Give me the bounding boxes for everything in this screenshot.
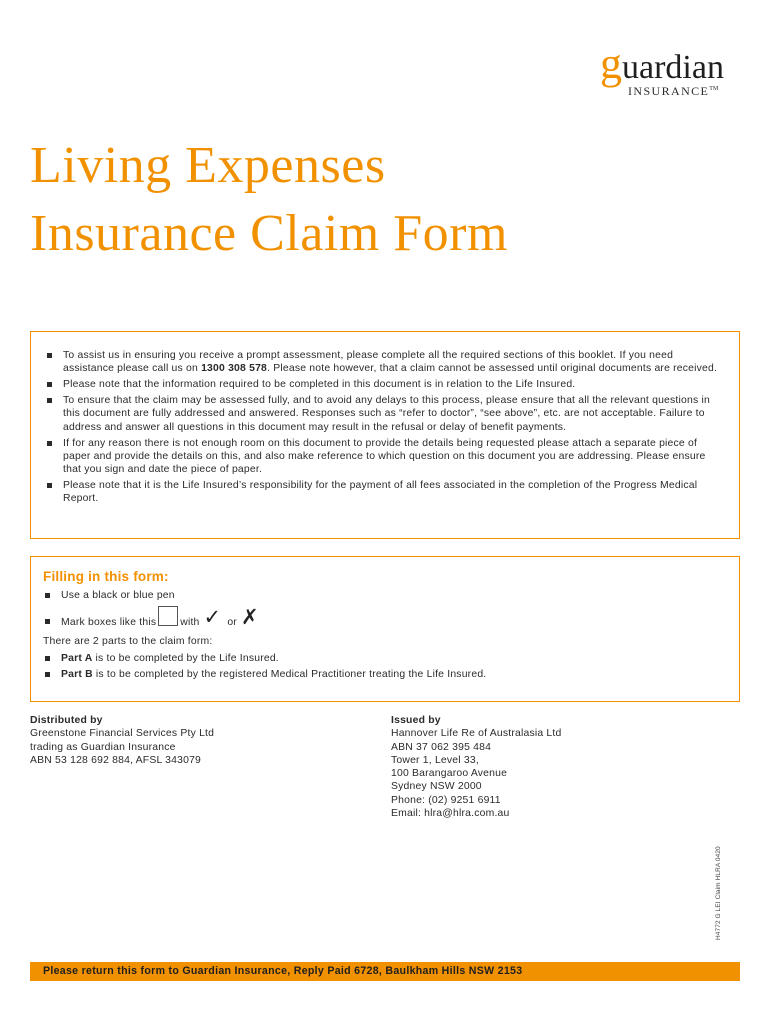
bullet-square-icon bbox=[47, 441, 52, 446]
issued-by-heading: Issued by bbox=[391, 715, 441, 726]
filling-list bbox=[43, 589, 727, 629]
bullet-square-icon bbox=[47, 483, 52, 488]
example-checkbox bbox=[158, 606, 178, 626]
bullet-square-icon bbox=[47, 353, 52, 358]
parts-intro: There are 2 parts to the claim form: bbox=[43, 635, 213, 647]
bullet-square-icon bbox=[47, 398, 52, 403]
instruction-text: To assist us in ensuring you receive a prompt assessment, please complete all the required sections of this booklet. If you need assistance please call us on bbox=[63, 350, 674, 375]
bullet-square-icon bbox=[45, 672, 50, 677]
part-a-label: Part A bbox=[61, 652, 93, 664]
document-code: H4772 G LEI Claim HLRA 0420 bbox=[715, 846, 722, 940]
distributed-line: ABN 53 128 692 884, AFSL 343079 bbox=[30, 754, 202, 766]
instruction-item bbox=[45, 349, 725, 376]
filling-item-pen bbox=[43, 589, 727, 602]
mark-text: Mark boxes like this bbox=[61, 616, 157, 628]
bullet-square-icon bbox=[45, 656, 50, 661]
distributed-line: trading as Guardian Insurance bbox=[30, 741, 176, 753]
logo-word-rest: uardian bbox=[622, 49, 724, 86]
issued-phone: Phone: (02) 9251 6911 bbox=[391, 794, 501, 806]
filling-in-form-box bbox=[30, 556, 740, 702]
instruction-item bbox=[45, 394, 725, 434]
part-b-text: is to be completed by the registered Medical Practitioner treating the Life Insured. bbox=[92, 668, 487, 680]
page-title bbox=[30, 132, 508, 268]
checkmark-icon: ✓ bbox=[203, 605, 222, 629]
issued-by-block bbox=[391, 714, 691, 820]
instruction-text: Please note that it is the Life Insured’s responsibility for the payment of all fees associated in the completion of the Progress Medical Report. bbox=[63, 480, 698, 505]
instructions-box bbox=[30, 331, 740, 539]
mark-with-text: with bbox=[180, 616, 200, 628]
instruction-text: If for any reason there is not enough room on this document to provide the details being requested please attach a separate piece of paper and provide the details on this, and also make reference to which question on this document you are addressing. Please ensure that you sign and date the piece of paper. bbox=[63, 437, 706, 476]
instruction-text: . Please note however, that a claim cannot be assessed until original documents are received. bbox=[267, 363, 718, 375]
logo-subtitle bbox=[628, 84, 718, 99]
issued-line: 100 Barangaroo Avenue bbox=[391, 768, 508, 780]
bullet-square-icon bbox=[45, 619, 50, 624]
part-b-item bbox=[43, 668, 727, 681]
logo-sub-text: INSURANCE bbox=[628, 84, 710, 98]
issued-line: Tower 1, Level 33, bbox=[391, 754, 479, 766]
part-b-label: Part B bbox=[61, 668, 93, 680]
instructions-list bbox=[45, 349, 725, 506]
bullet-square-icon bbox=[47, 382, 52, 387]
distributed-by-heading: Distributed by bbox=[30, 715, 103, 726]
instruction-text: Please note that the information required to be completed in this document is in relation to the Life Insured. bbox=[63, 379, 576, 391]
title-line-1: Living Expenses bbox=[30, 137, 386, 194]
mark-example-row bbox=[61, 605, 727, 629]
instruction-item bbox=[45, 378, 725, 391]
logo-wordmark bbox=[600, 39, 724, 88]
parts-list bbox=[43, 652, 727, 681]
issued-line: ABN 37 062 395 484 bbox=[391, 741, 492, 753]
assistance-phone: 1300 308 578 bbox=[201, 363, 268, 375]
logo-initial: g bbox=[600, 39, 622, 88]
logo-trademark: TM bbox=[709, 86, 719, 92]
pen-instruction: Use a black or blue pen bbox=[61, 590, 175, 601]
bullet-square-icon bbox=[45, 593, 50, 598]
part-a-item bbox=[43, 652, 727, 665]
instruction-text: To ensure that the claim may be assessed fully, and to avoid any delays to this process, please ensure that all the relevant questions in this document are fully addressed and answered. Responses such as “refer to doctor”, “see above”, etc. are not acceptable. Failure to address and answer all questions in this document may result in the refusal or delay of benefit payments. bbox=[63, 395, 710, 433]
filling-heading: Filling in this form: bbox=[43, 569, 169, 584]
distributed-line: Greenstone Financial Services Pty Ltd bbox=[30, 728, 215, 740]
guardian-logo bbox=[600, 39, 745, 104]
part-a-text: is to be completed by the Life Insured. bbox=[92, 652, 279, 664]
return-address-bar: Please return this form to Guardian Insurance, Reply Paid 6728, Baulkham Hills NSW 2153 bbox=[30, 962, 740, 981]
issued-line: Hannover Life Re of Australasia Ltd bbox=[391, 728, 562, 740]
issued-email: Email: hlra@hlra.com.au bbox=[391, 808, 510, 820]
filling-item-mark bbox=[43, 605, 727, 629]
instruction-item bbox=[45, 479, 725, 506]
instruction-item bbox=[45, 437, 725, 477]
issued-line: Sydney NSW 2000 bbox=[391, 781, 482, 793]
cross-icon: ✗ bbox=[240, 605, 259, 629]
distributed-by-block bbox=[30, 714, 330, 767]
title-line-2: Insurance Claim Form bbox=[30, 205, 508, 262]
mark-or-text: or bbox=[227, 616, 237, 628]
